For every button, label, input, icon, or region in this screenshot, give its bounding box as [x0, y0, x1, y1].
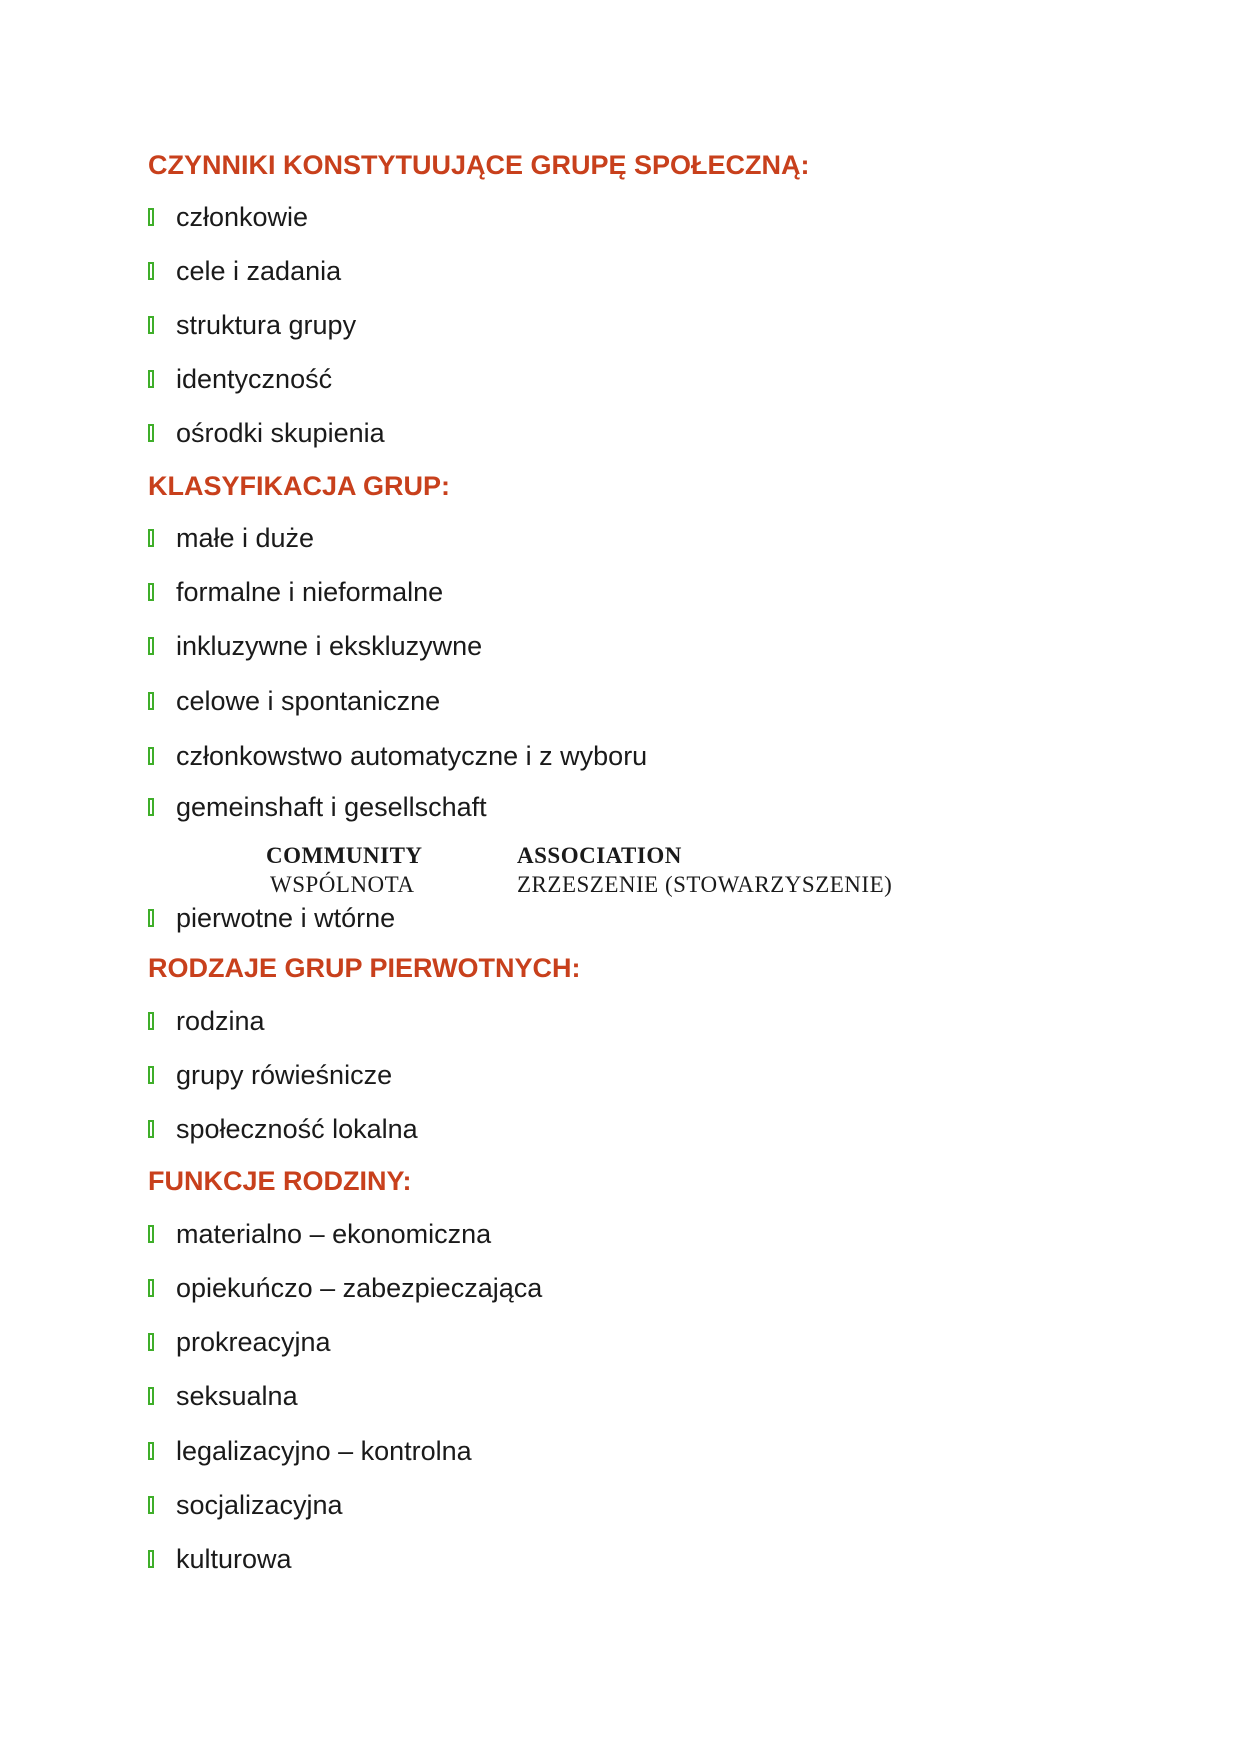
list-item: formalne i nieformalne	[148, 576, 443, 608]
list-item: małe i duże	[148, 522, 314, 554]
list-item: celowe i spontaniczne	[148, 685, 440, 717]
list-item: członkowie	[148, 201, 308, 233]
list-item: seksualna	[148, 1380, 298, 1412]
bullet-icon	[148, 316, 154, 334]
list-item: inkluzywne i ekskluzywne	[148, 630, 482, 662]
bullet-icon	[148, 370, 154, 388]
list-item: członkowstwo automatyczne i z wyboru	[148, 740, 647, 772]
bullet-icon	[148, 1066, 154, 1084]
list-item: rodzina	[148, 1005, 265, 1037]
list-item: materialno – ekonomiczna	[148, 1218, 491, 1250]
bullet-icon	[148, 262, 154, 280]
bullet-icon	[148, 529, 154, 547]
bullet-icon	[148, 1333, 154, 1351]
bullet-icon	[148, 583, 154, 601]
term-association-pl: ZRZESZENIE (STOWARZYSZENIE)	[517, 872, 893, 897]
bullet-icon	[148, 1012, 154, 1030]
section-heading-primary-groups: RODZAJE GRUP PIERWOTNYCH:	[148, 953, 581, 983]
bullet-icon	[148, 1279, 154, 1297]
list-item: grupy rówieśnicze	[148, 1059, 392, 1091]
bullet-icon	[148, 909, 154, 927]
list-item: legalizacyjno – kontrolna	[148, 1435, 472, 1467]
term-community-en: COMMUNITY	[266, 843, 423, 868]
list-item: społeczność lokalna	[148, 1113, 418, 1145]
list-item: cele i zadania	[148, 255, 341, 287]
bullet-icon	[148, 1387, 154, 1405]
list-item: prokreacyjna	[148, 1326, 331, 1358]
section-heading-classification: KLASYFIKACJA GRUP:	[148, 471, 451, 501]
list-item: struktura grupy	[148, 309, 356, 341]
bullet-icon	[148, 1550, 154, 1568]
section-heading-family-functions: FUNKCJE RODZINY:	[148, 1166, 412, 1196]
bullet-icon	[148, 208, 154, 226]
bullet-icon	[148, 637, 154, 655]
list-item: socjalizacyjna	[148, 1489, 343, 1521]
list-item: identyczność	[148, 363, 332, 395]
list-item: opiekuńczo – zabezpieczająca	[148, 1272, 542, 1304]
bullet-icon	[148, 1442, 154, 1460]
bullet-icon	[148, 1225, 154, 1243]
bullet-icon	[148, 747, 154, 765]
term-association-en: ASSOCIATION	[517, 843, 682, 868]
list-item: ośrodki skupienia	[148, 417, 385, 449]
term-community-pl: WSPÓLNOTA	[270, 872, 415, 897]
bullet-icon	[148, 692, 154, 710]
list-item: gemeinshaft i gesellschaft	[148, 791, 487, 823]
bullet-icon	[148, 424, 154, 442]
section-heading-factors: CZYNNIKI KONSTYTUUJĄCE GRUPĘ SPOŁECZNĄ:	[148, 150, 810, 180]
bullet-icon	[148, 1496, 154, 1514]
bullet-icon	[148, 798, 154, 816]
bullet-icon	[148, 1120, 154, 1138]
list-item: pierwotne i wtórne	[148, 902, 395, 934]
list-item: kulturowa	[148, 1543, 292, 1575]
